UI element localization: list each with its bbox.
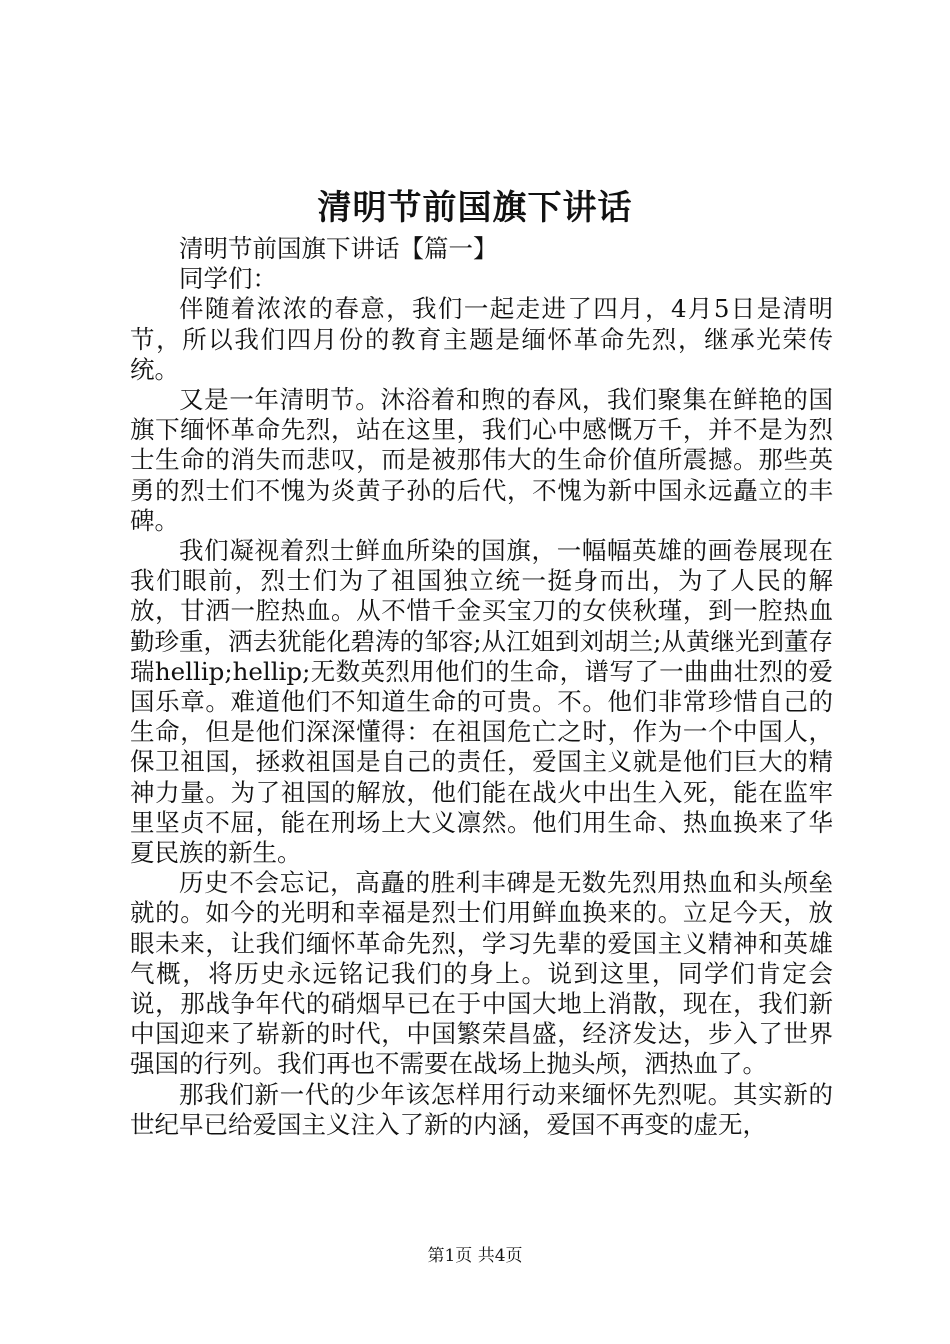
page-footer: 第1页 共4页	[427, 1246, 523, 1266]
paragraph-heading: 清明节前国旗下讲话【篇一】	[179, 234, 498, 263]
document-body	[130, 234, 833, 1140]
paragraph: 历史不会忘记，高矗的胜利丰碑是无数先烈用热血和头颅垒就的。如今的光明和幸福是烈士们用鲜血换来的。立足今天，放眼未来，让我们缅怀革命先烈，学习先辈的爱国主义精神和英雄气概，将历史永远铭记我们的身上。说到这里，同学们肯定会说，那战争年代的硝烟早已在于中国大地上消散，现在，我们新中国迎来了崭新的时代，中国繁荣昌盛，经济发达，步入了世界强国的行列。我们再也不需要在战场上抛头颅，洒热血了。	[130, 868, 833, 1079]
paragraph: 那我们新一代的少年该怎样用行动来缅怀先烈呢。其实新的世纪早已给爱国主义注入了新的内涵，爱国不再变的虚无，	[130, 1079, 833, 1139]
paragraph: 我们凝视着烈士鲜血所染的国旗，一幅幅英雄的画卷展现在我们眼前，烈士们为了祖国独立统一挺身而出，为了人民的解放，甘洒一腔热血。从不惜千金买宝刀的女侠秋瑾，到一腔热血勤珍重，洒去犹能化碧涛的邹容;从江姐到刘胡兰;从黄继光到董存瑞hellip;hellip;无数英烈用他们的生命，谱写了一曲曲壮烈的爱国乐章。难道他们不知道生命的可贵。不。他们非常珍惜自己的生命，但是他们深深懂得：在祖国危亡之时，作为一个中国人，保卫祖国，拯救祖国是自己的责任，爱国主义就是他们巨大的精神力量。为了祖国的解放，他们能在战火中出生入死，能在监牢里坚贞不屈，能在刑场上大义凛然。他们用生命、热血换来了华夏民族的新生。	[130, 536, 833, 868]
paragraph: 又是一年清明节。沐浴着和煦的春风，我们聚集在鲜艳的国旗下缅怀革命先烈，站在这里，我们心中感慨万千，并不是为烈士生命的消失而悲叹，而是被那伟大的生命价值所震撼。那些英勇的烈士们不愧为炎黄子孙的后代，不愧为新中国永远矗立的丰碑。	[130, 385, 833, 535]
document-title: 清明节前国旗下讲话	[317, 188, 633, 228]
paragraph: 伴随着浓浓的春意，我们一起走进了四月，4月5日是清明节，所以我们四月份的教育主题是缅怀革命先烈，继承光荣传统。	[130, 294, 833, 384]
paragraph-salutation: 同学们：	[179, 264, 277, 294]
